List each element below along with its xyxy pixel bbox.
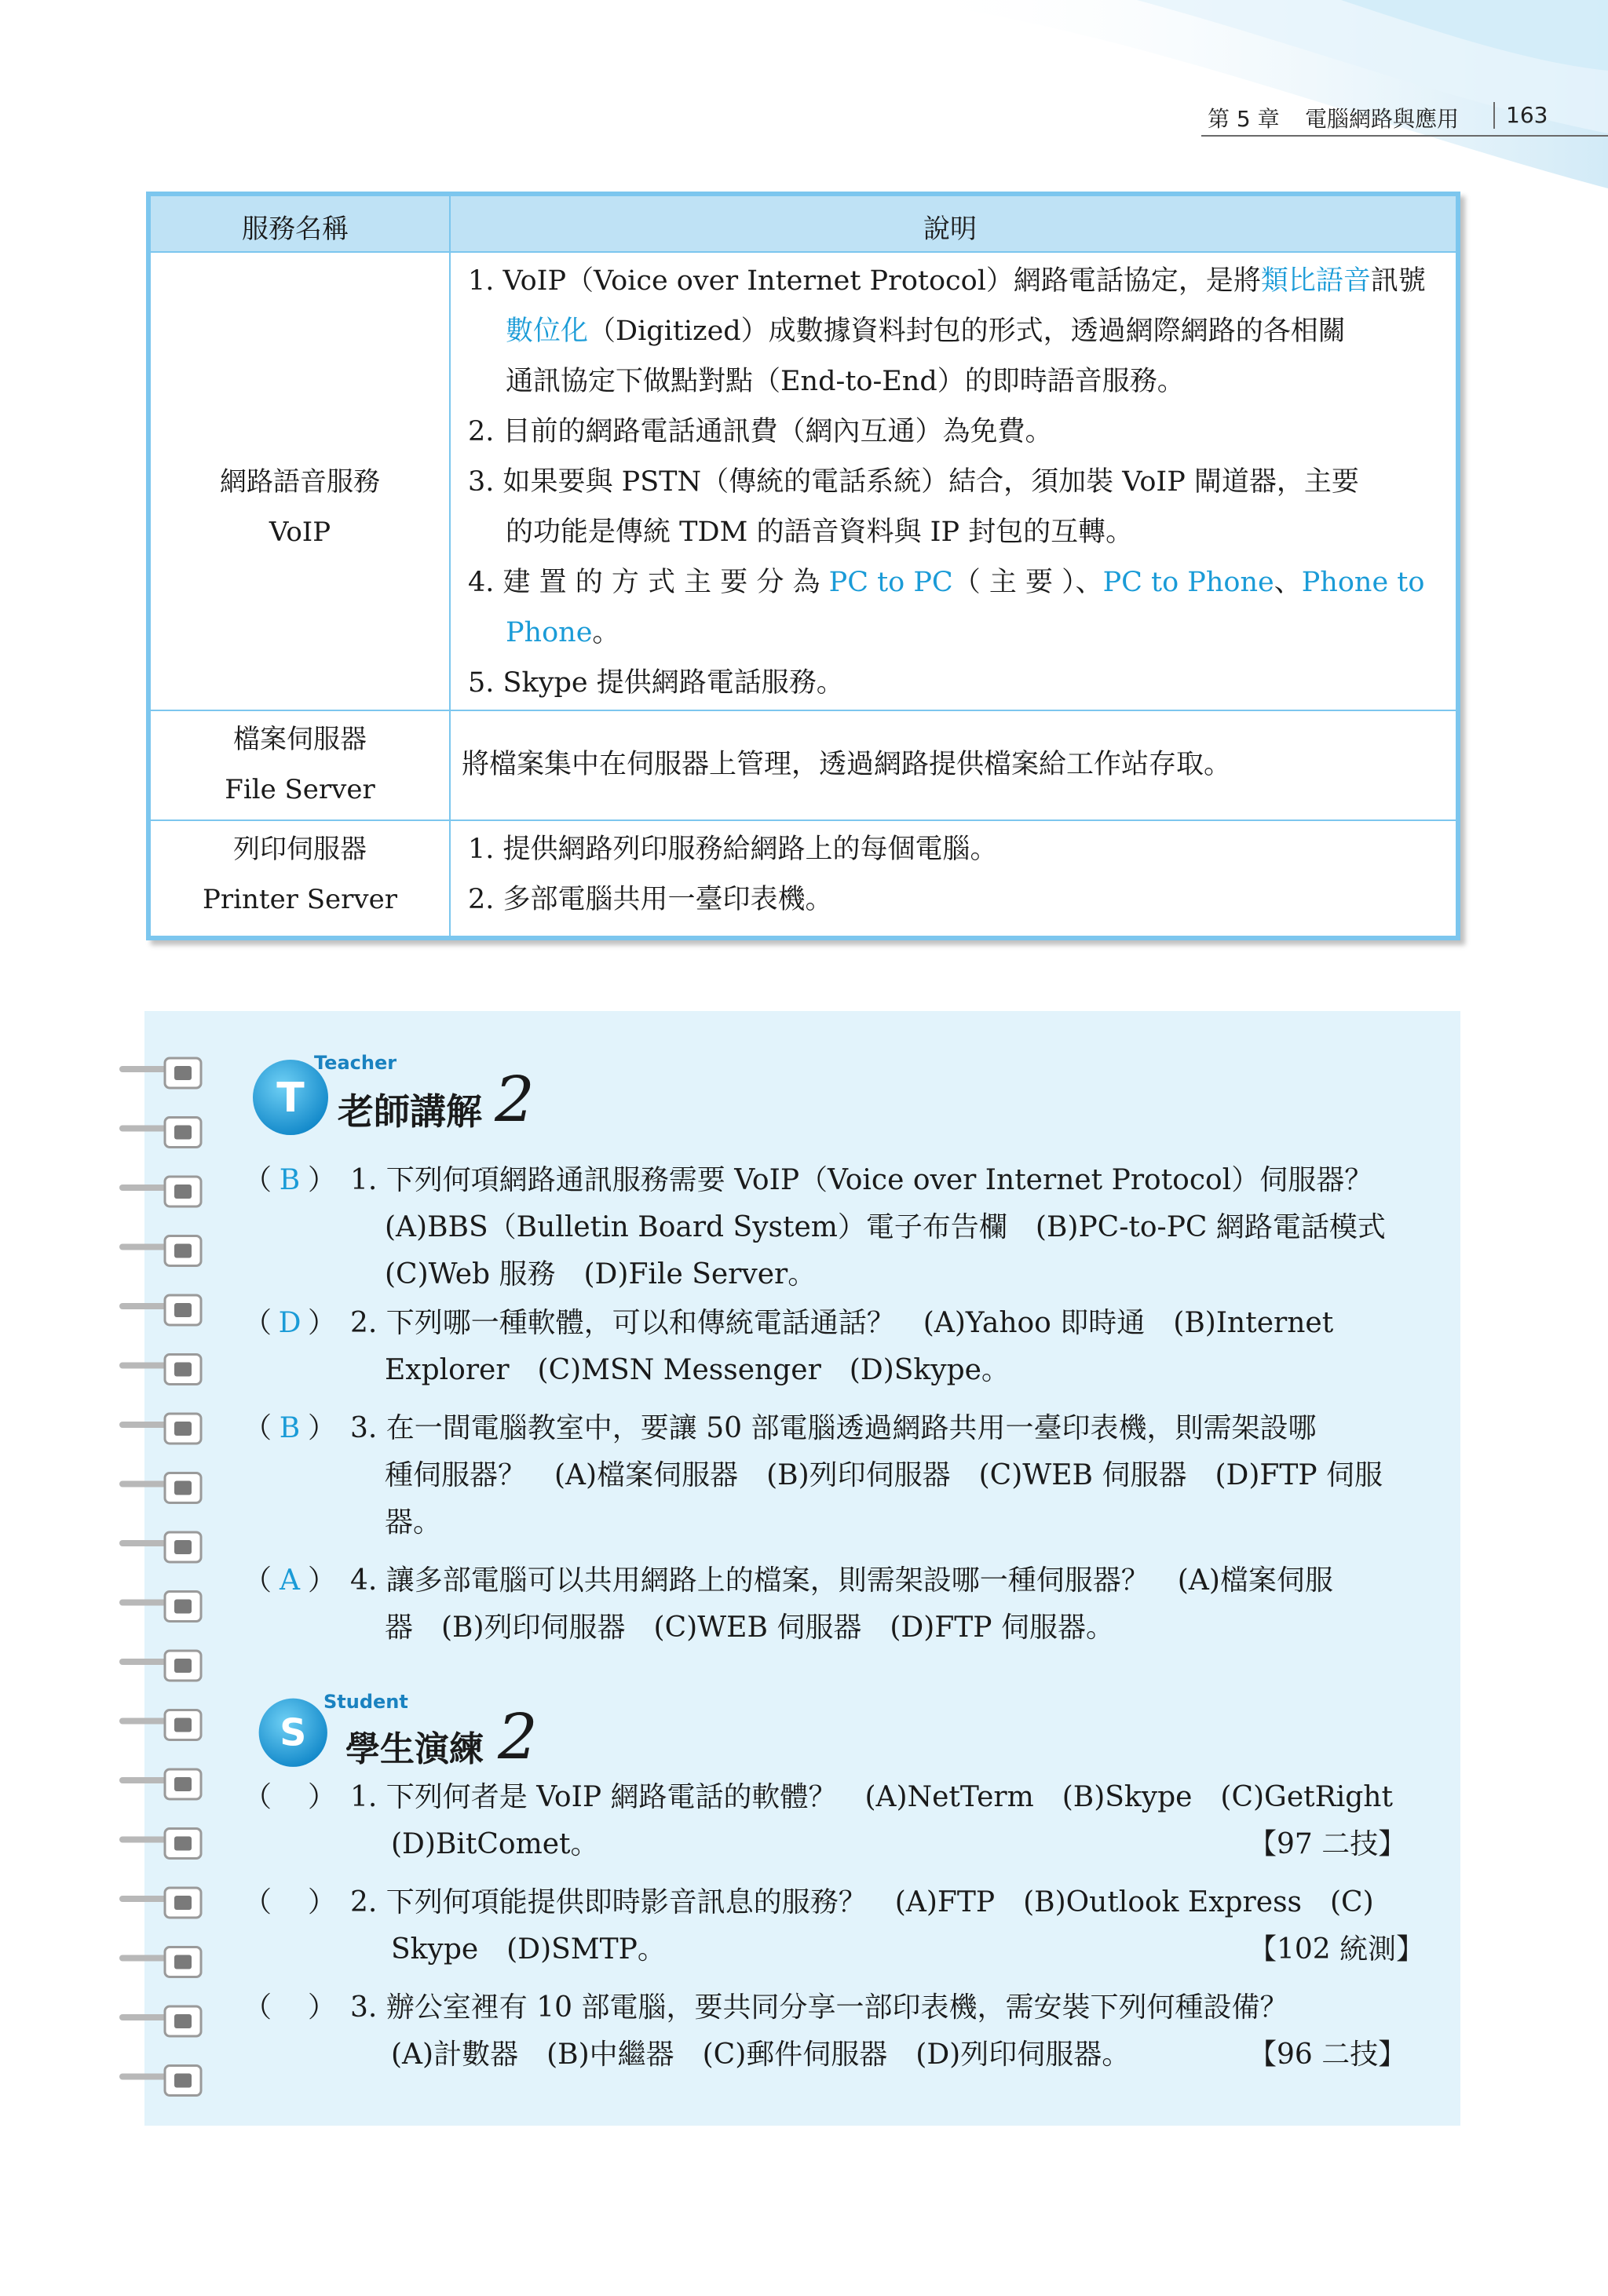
exam-source: 【102 統測】 (1248, 1933, 1425, 1966)
svg-text:T: T (276, 1075, 305, 1122)
service-name-printer-en: Printer Server (203, 884, 397, 915)
voip-desc-line: 通訊協定下做點對點（End-to-End）的即時語音服務。 (506, 366, 1185, 397)
teacher-section-number: 2 (495, 1063, 535, 1136)
voip-desc-line: 1. VoIP（Voice over Internet Protocol）網路電話協定，是將類比語音訊號 (468, 265, 1426, 297)
svg-text:S: S (280, 1711, 307, 1755)
printer-server-desc: 2. 多部電腦共用一臺印表機。 (468, 884, 833, 915)
voip-desc-line: 5. Skype 提供網路電話服務。 (468, 667, 844, 699)
student-icon (256, 1696, 334, 1774)
question-line: 種伺服器？ (A)檔案伺服器 (B)列印伺服器 (C)WEB 伺服器 (D)FTP 伺服 (385, 1459, 1383, 1491)
answer-bracket: （ B ） (243, 1412, 337, 1444)
chapter-title: 電腦網路與應用 (1305, 106, 1460, 132)
voip-desc-line: Phone。 (506, 617, 620, 648)
voip-desc-line: 2. 目前的網路電話通訊費（網內互通）為免費。 (468, 416, 1053, 447)
exam-source: 【96 二技】 (1248, 2039, 1407, 2071)
voip-desc-line: 4. 建 置 的 方 式 主 要 分 為 PC to PC（ 主 要 ）、PC to Phone、Phone to (468, 567, 1425, 598)
exam-source: 【97 二技】 (1248, 1828, 1407, 1860)
question-line: Explorer (C)MSN Messenger (D)Skype。 (385, 1354, 1010, 1386)
question-line: 2. 下列哪一種軟體，可以和傳統電話通話？ (A)Yahoo 即時通 (B)Internet (350, 1307, 1334, 1339)
question-line: (A)計數器 (B)中繼器 (C)郵件伺服器 (D)列印伺服器。 (391, 2039, 1131, 2071)
row-divider (151, 819, 1456, 821)
chapter-label: 第 5 章 (1208, 106, 1280, 132)
teacher-section-title: 老師講解 (338, 1090, 482, 1133)
voip-desc-line: 的功能是傳統 TDM 的語音資料與 IP 封包的互轉。 (506, 517, 1134, 548)
teacher-badge-en: Teacher (314, 1052, 397, 1074)
column-header-service: 服務名稱 (242, 214, 349, 245)
service-name-voip-zh: 網路語音服務 (220, 466, 380, 498)
student-section-number: 2 (498, 1700, 538, 1773)
question-line: 3. 在一間電腦教室中，要讓 50 部電腦透過網路共用一臺印表機，則需架設哪 (350, 1412, 1317, 1444)
column-header-description: 說明 (923, 214, 977, 245)
printer-server-desc: 1. 提供網路列印服務給網路上的每個電腦。 (468, 834, 998, 865)
question-line: (D)BitComet。 (391, 1828, 599, 1860)
student-badge-en: Student (323, 1691, 408, 1713)
voip-desc-line: 3. 如果要與 PSTN（傳統的電話系統）結合，須加裝 VoIP 閘道器，主要 (468, 466, 1359, 498)
question-line: 3. 辦公室裡有 10 部電腦，要共同分享一部印表機，需安裝下列何種設備？ (350, 1991, 1288, 2024)
service-name-printer-zh: 列印伺服器 (233, 834, 367, 865)
spiral-binding-icon (119, 1052, 207, 2104)
page-number: 163 (1493, 102, 1548, 129)
teacher-badge (250, 1052, 548, 1138)
row-divider (151, 710, 1456, 711)
answer-bracket: （ ） (243, 1886, 337, 1918)
service-name-file-zh: 檔案伺服器 (233, 724, 367, 755)
file-server-desc: 將檔案集中在伺服器上管理，透過網路提供檔案給工作站存取。 (462, 749, 1232, 780)
answer-bracket: （ ） (243, 1781, 337, 1813)
answer-bracket: （ B ） (243, 1164, 337, 1196)
question-line: (C)Web 服務 (D)File Server。 (385, 1258, 817, 1290)
answer-bracket: （ A ） (243, 1564, 337, 1597)
student-section-title: 學生演練 (345, 1729, 484, 1769)
column-divider (449, 196, 451, 936)
question-line: 器。 (385, 1506, 442, 1539)
question-line: (A)BBS（Bulletin Board System）電子布告欄 (B)PC-to-PC 網路電話模式 (385, 1211, 1386, 1243)
question-line: 1. 下列何者是 VoIP 網路電話的軟體？ (A)NetTerm (B)Skype (C)GetRight (350, 1781, 1393, 1813)
student-badge (256, 1688, 554, 1774)
answer-bracket: （ ） (243, 1991, 337, 2024)
voip-desc-line: 數位化（Digitized）成數據資料封包的形式，透過網際網路的各相關 (506, 316, 1346, 347)
services-table (146, 192, 1460, 940)
service-name-file-en: File Server (225, 774, 375, 805)
service-name-voip-en: VoIP (269, 517, 331, 548)
page-header (1201, 100, 1608, 137)
question-line: Skype (D)SMTP。 (391, 1933, 666, 1966)
question-line: 器 (B)列印伺服器 (C)WEB 伺服器 (D)FTP 伺服器。 (385, 1612, 1114, 1644)
question-line: 1. 下列何項網路通訊服務需要 VoIP（Voice over Internet Protocol）伺服器？ (350, 1164, 1373, 1196)
answer-bracket: （ D ） (243, 1307, 337, 1339)
question-line: 4. 讓多部電腦可以共用網路上的檔案，則需架設哪一種伺服器？ (A)檔案伺服 (350, 1564, 1333, 1597)
question-line: 2. 下列何項能提供即時影音訊息的服務？ (A)FTP (B)Outlook Express (C) (350, 1886, 1374, 1918)
